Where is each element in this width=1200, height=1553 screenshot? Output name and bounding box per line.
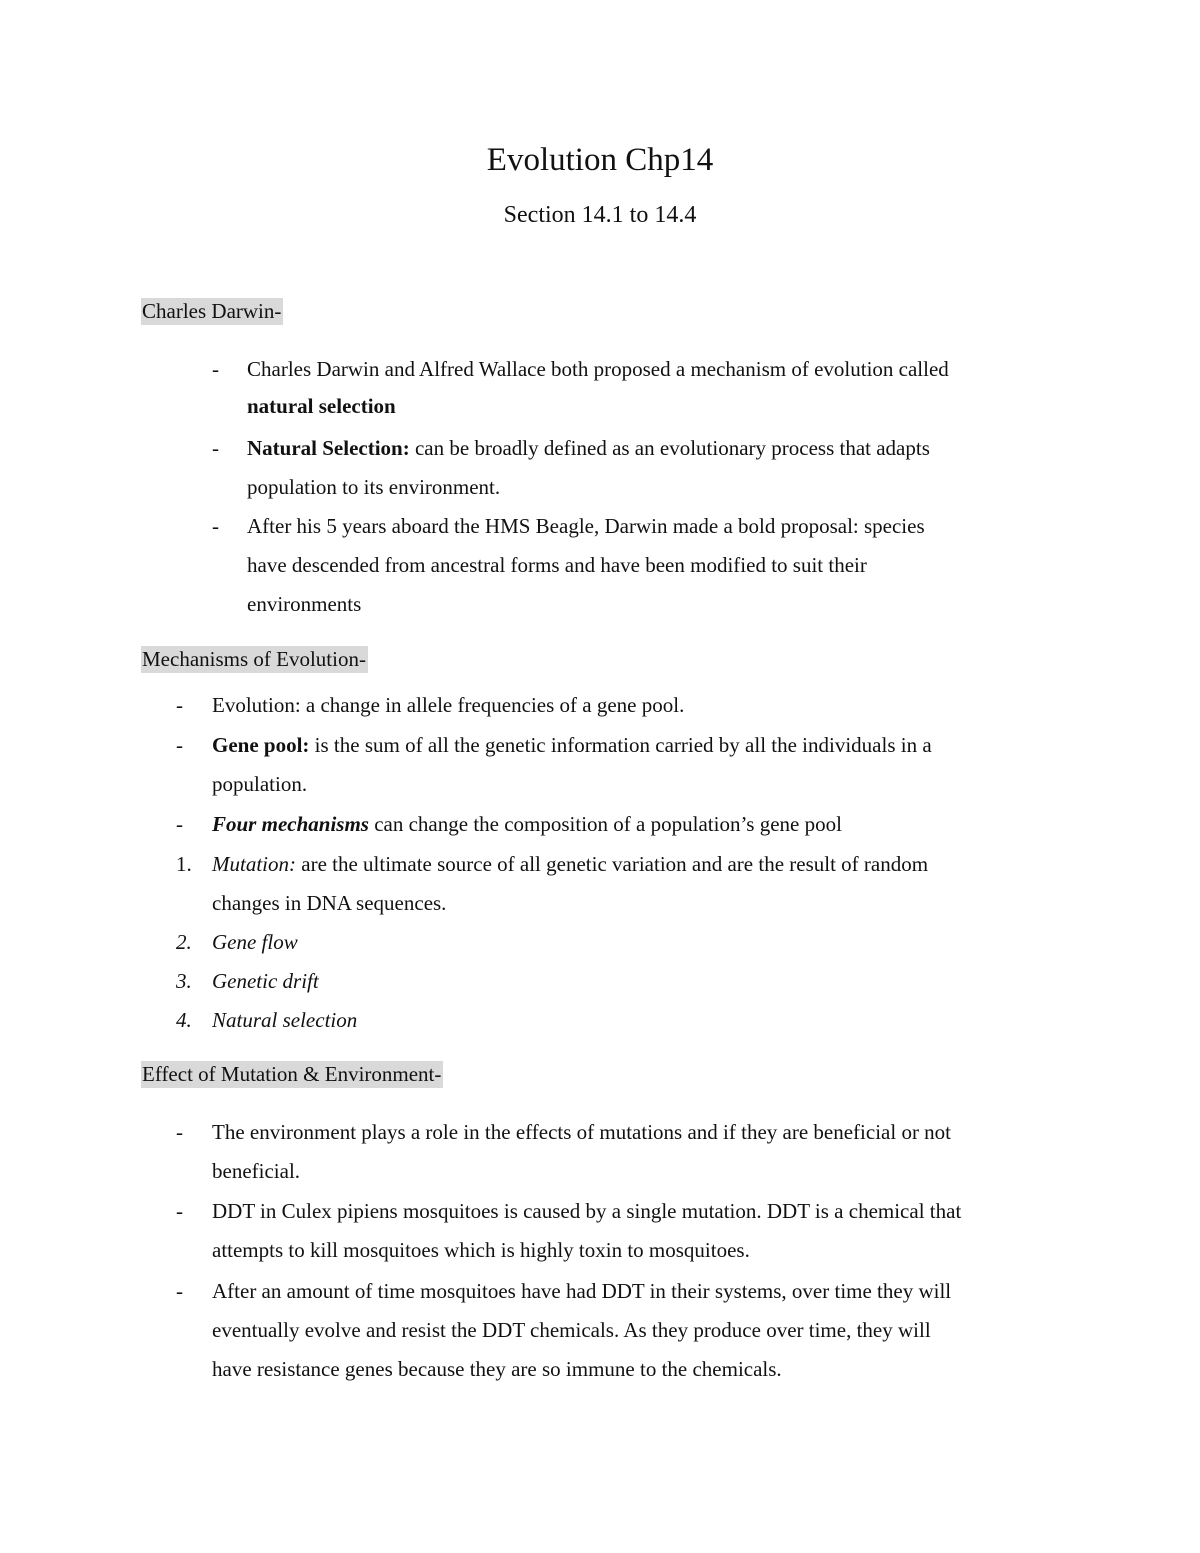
document-title: Evolution Chp14	[486, 142, 714, 178]
list-item-text: environments	[247, 592, 362, 616]
list-item-text: have resistance genes because they are so immune to the chemicals.	[212, 1357, 782, 1381]
section-heading-effect-of-mutation: Effect of Mutation & Environment-	[142, 1062, 442, 1086]
italic-term: Mutation:	[212, 852, 296, 876]
bullet-marker: -	[176, 733, 183, 757]
list-item-text	[247, 392, 396, 420]
list-item-text: population.	[212, 772, 308, 796]
bullet-marker: -	[176, 693, 183, 717]
list-item-text	[212, 731, 932, 759]
bold-term: natural selection	[247, 394, 396, 418]
list-item-text-part: is the sum of all the genetic information carried by all the individuals in a	[309, 733, 932, 757]
list-item-text	[212, 810, 842, 838]
list-item-text: The environment plays a role in the effects of mutations and if they are beneficial or not	[212, 1120, 952, 1144]
bold-term: Gene pool:	[212, 733, 310, 757]
number-marker: 4.	[176, 1008, 192, 1032]
bullet-marker: -	[176, 1120, 183, 1144]
italic-term: Genetic drift	[212, 969, 319, 993]
italic-term: Gene flow	[212, 930, 298, 954]
list-item-text: DDT in Culex pipiens mosquitoes is caused by a single mutation. DDT is a chemical that	[212, 1199, 962, 1223]
list-item-text	[212, 928, 298, 956]
document-subtitle: Section 14.1 to 14.4	[503, 202, 697, 228]
list-item-text: eventually evolve and resist the DDT chemicals. As they produce over time, they will	[212, 1318, 931, 1342]
list-item-text: Charles Darwin and Alfred Wallace both proposed a mechanism of evolution called	[247, 357, 949, 381]
italic-term: Natural selection	[212, 1008, 358, 1032]
list-item-text: attempts to kill mosquitoes which is highly toxin to mosquitoes.	[212, 1238, 750, 1262]
bullet-marker: -	[176, 812, 183, 836]
list-item-text	[212, 850, 928, 878]
number-marker: 3.	[176, 969, 192, 993]
list-item-text: have descended from ancestral forms and have been modified to suit their	[247, 553, 867, 577]
number-marker: 1.	[176, 852, 192, 876]
list-item-text-part: can change the composition of a population’s gene pool	[368, 812, 842, 836]
list-item-text: Evolution: a change in allele frequencies of a gene pool.	[212, 693, 685, 717]
bold-italic-term: Four mechanisms	[212, 812, 369, 836]
list-item-text: After his 5 years aboard the HMS Beagle, Darwin made a bold proposal: species	[247, 514, 925, 538]
list-item-text: After an amount of time mosquitoes have had DDT in their systems, over time they will	[212, 1279, 952, 1303]
list-item-text	[212, 1006, 357, 1034]
list-item-text-part: can be broadly defined as an evolutionary process that adapts	[409, 436, 930, 460]
bullet-marker: -	[212, 357, 219, 381]
bullet-marker: -	[176, 1199, 183, 1223]
bold-term: Natural Selection:	[247, 436, 410, 460]
number-marker: 2.	[176, 930, 192, 954]
list-item-text-part: are the ultimate source of all genetic variation and are the result of random	[296, 852, 929, 876]
list-item-text	[247, 434, 930, 462]
bullet-marker: -	[212, 514, 219, 538]
list-item-text: changes in DNA sequences.	[212, 891, 447, 915]
list-item-text: population to its environment.	[247, 475, 501, 499]
list-item-text	[212, 967, 319, 995]
bullet-marker: -	[176, 1279, 183, 1303]
list-item-text: beneficial.	[212, 1159, 301, 1183]
section-heading-mechanisms: Mechanisms of Evolution-	[142, 647, 366, 671]
bullet-marker: -	[212, 436, 219, 460]
section-heading-charles-darwin: Charles Darwin-	[142, 299, 282, 323]
